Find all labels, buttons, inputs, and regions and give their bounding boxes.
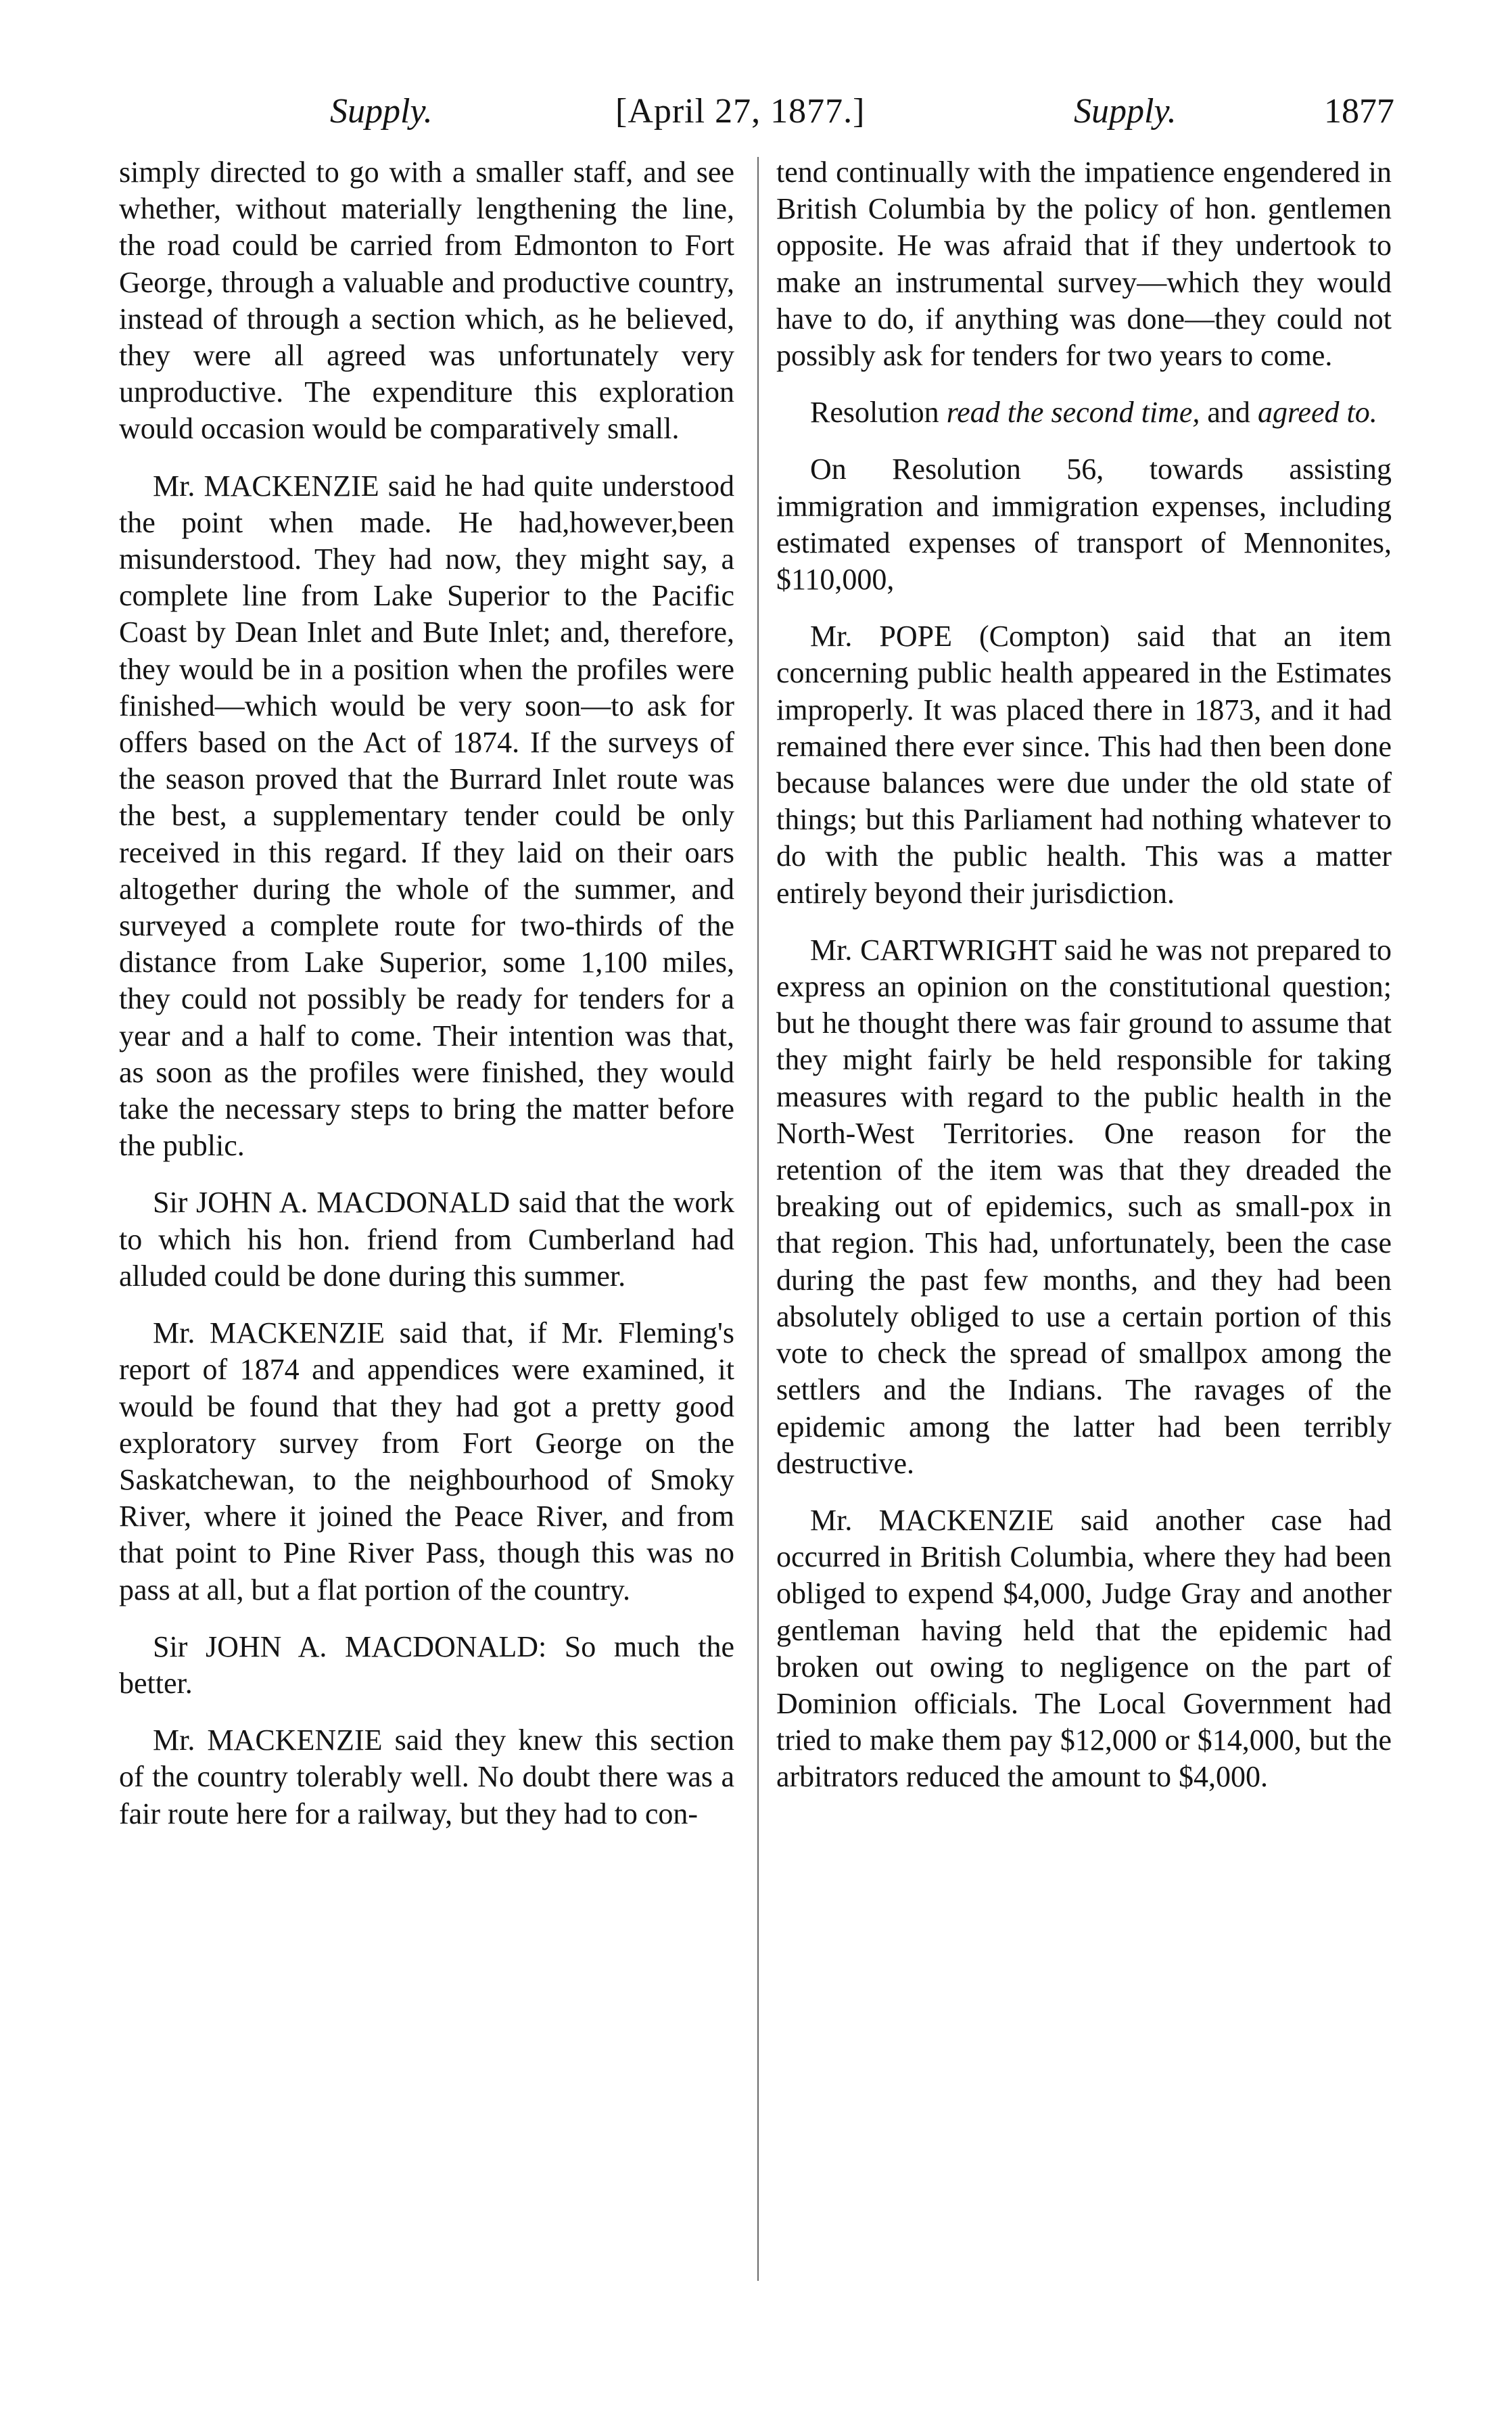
resolution-italic: agreed to. xyxy=(1257,396,1377,430)
resolution-paragraph xyxy=(776,394,1392,431)
paragraph: simply directed to go with a smaller staff, and see whether, without materially lengthening the line, the road could be carried from Edmonton to Fort George, through a valuable and productive country, instead of through a section which, as he believed, they were all agreed was unfortunately very unproductive. The expenditure this exploration would occasion would be comparatively small. xyxy=(119,156,734,446)
resolution-text: Resolution xyxy=(810,396,947,430)
resolution-italic: read the second time, xyxy=(946,396,1200,430)
paragraph: Sir JOHN A. MACDONALD said that the work to which his hon. friend from Cumberland had alluded could be done during this summer. xyxy=(119,1186,734,1293)
page-number: 1877 xyxy=(1324,92,1394,131)
header-section-left: Supply. xyxy=(330,92,433,131)
paragraph: Mr. POPE (Compton) said that an item concerning public health appeared in the Estimates improperly. It was placed there in 1873, and it had remained there ever since. This had then been done because balances were due under the old state of things; but this Parliament had nothing whatever to do with the public health. This was a matter entirely beyond their jurisdiction. xyxy=(776,620,1392,910)
paragraph: Mr. CARTWRIGHT said he was not prepared to express an opinion on the constitutional question; but he thought there was fair ground to assume that they might fairly be held responsible for taking measures with regard to the public health in the North-West Territories. One reason for the retention of the item was that they dreaded the breaking out of epidemics, such as small-pox in that region. This had, unfortunately, been the case during the past few months, and they had been absolutely obliged to use a certain portion of this vote to check the spread of smallpox among the settlers and the Indians. The ravages of the epidemic among the latter had been terribly destructive. xyxy=(776,933,1392,1480)
right-column xyxy=(776,154,1392,1816)
paragraph: Mr. MACKENZIE said they knew this section of the country tolerably well. No doubt there was a fair route here for a railway, but they had to con- xyxy=(119,1723,734,1830)
paragraph: Sir JOHN A. MACDONALD: So much the better. xyxy=(119,1629,734,1700)
left-column xyxy=(119,154,734,1853)
column-divider xyxy=(757,157,759,2281)
paragraph: Mr. MACKENZIE said he had quite understood the point when made. He had,however,been misunderstood. They had now, they might say, a complete line from Lake Superior to the Pacific Coast by Dean Inlet and Bute Inlet; and, therefore, they would be in a position when the profiles were finished—which would be very soon—to ask for offers based on the Act of 1874. If the surveys of the season proved that the Burrard Inlet route was the best, a supplementary tender could be only received in this regard. If they laid on their oars altogether during the whole of the summer, and surveyed a complete route for two-thirds of the distance from Lake Superior, some 1,100 miles, they could not possibly be ready for tenders for a year and a half to come. Their intention was that, as soon as the profiles were finished, they would take the necessary steps to bring the matter before the public. xyxy=(119,469,734,1163)
header-date: [April 27, 1877.] xyxy=(615,92,866,131)
header-section-right: Supply. xyxy=(1074,92,1177,131)
paragraph: Mr. MACKENZIE said another case had occurred in British Columbia, where they had been obliged to expend $4,000, Judge Gray and another gentleman having held that the epidemic had broken out owing to negligence on the part of Dominion officials. The Local Government had tried to make them pay $12,000 or $14,000, but the arbitrators reduced the amount to $4,000. xyxy=(776,1503,1392,1794)
page-header xyxy=(0,91,1512,139)
paragraph: tend continually with the impatience engendered in British Columbia by the policy of hon. gentlemen opposite. He was afraid that if they undertook to make an instrumental survey—which they would have to do, if anything was done—they could not possibly ask for tenders for two years to come. xyxy=(776,156,1392,373)
resolution-text: and xyxy=(1200,396,1258,430)
paragraph: On Resolution 56, towards assisting immigration and immigration expenses, including estimated expenses of transport of Mennonites, $110,000, xyxy=(776,453,1392,597)
paragraph: Mr. MACKENZIE said that, if Mr. Fleming's report of 1874 and appendices were examined, it would be found that they had got a pretty good exploratory survey from Fort George on the Saskatchewan, to the neighbourhood of Smoky River, where it joined the Peace River, and from that point to Pine River Pass, though this was no pass at all, but a flat portion of the country. xyxy=(119,1316,734,1606)
